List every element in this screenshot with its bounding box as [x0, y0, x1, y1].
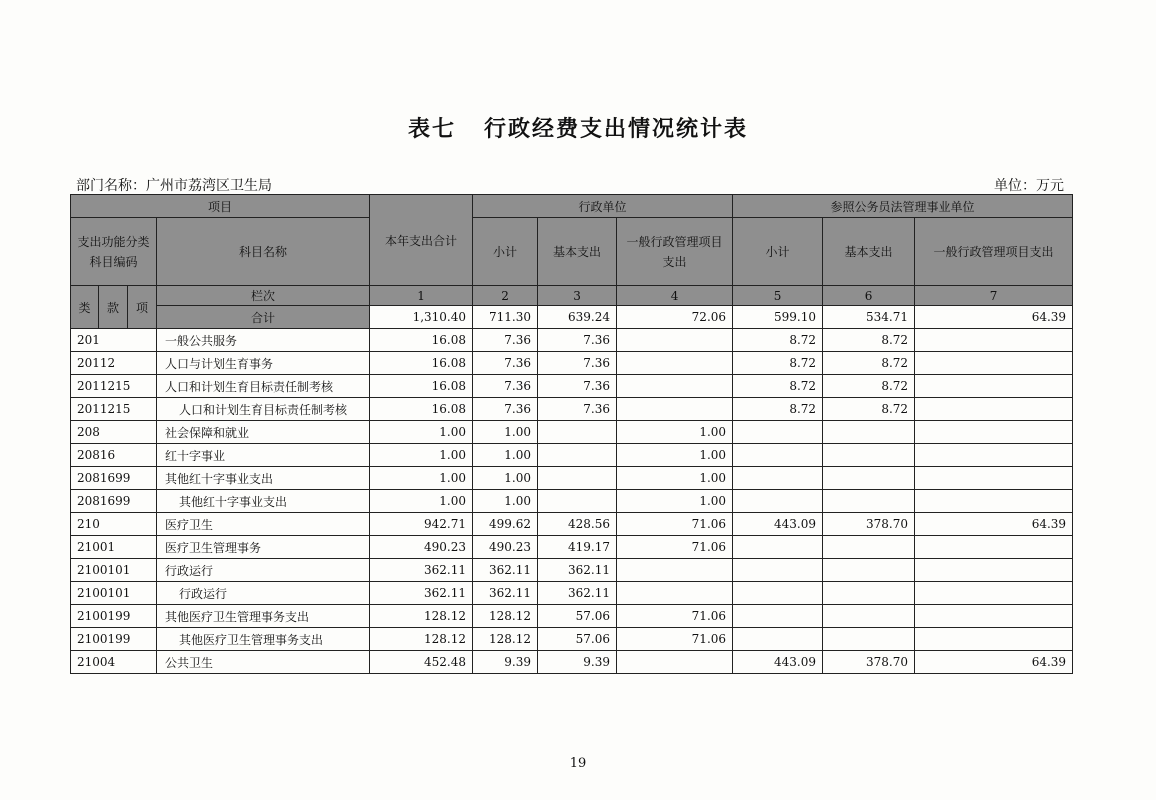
row-value [915, 444, 1073, 467]
row-subject-name: 医疗卫生 [157, 513, 370, 536]
row-value [733, 444, 823, 467]
row-value [915, 605, 1073, 628]
row-value: 362.11 [370, 582, 473, 605]
row-value [915, 628, 1073, 651]
row-value [823, 490, 915, 513]
table-row [71, 398, 1073, 421]
header-basic: 基本支出 [538, 218, 617, 286]
row-value: 378.70 [823, 513, 915, 536]
col-num-7: 7 [915, 286, 1073, 306]
header-row-2 [71, 218, 1073, 286]
row-value: 362.11 [370, 559, 473, 582]
header-ref-unit: 参照公务员法管理事业单位 [733, 195, 1073, 218]
row-value: 57.06 [538, 628, 617, 651]
row-subject-name: 行政运行 [157, 582, 370, 605]
row-value: 378.70 [823, 651, 915, 674]
row-value: 1.00 [473, 444, 538, 467]
table-row [71, 352, 1073, 375]
row-value: 1.00 [473, 490, 538, 513]
row-value: 1.00 [370, 490, 473, 513]
table-row [71, 605, 1073, 628]
row-subject-name: 一般公共服务 [157, 329, 370, 352]
header-admin-unit: 行政单位 [473, 195, 733, 218]
row-value: 1.00 [617, 467, 733, 490]
row-value [617, 651, 733, 674]
table-row [71, 628, 1073, 651]
row-value: 452.48 [370, 651, 473, 674]
row-code: 2011215 [71, 375, 157, 398]
row-value [915, 559, 1073, 582]
header-subject-name: 科目名称 [157, 218, 370, 286]
row-value [538, 490, 617, 513]
table-title: 行政经费支出情况统计表 [484, 117, 749, 142]
row-value [823, 559, 915, 582]
header-xiang: 项 [128, 286, 157, 329]
row-value: 499.62 [473, 513, 538, 536]
row-code: 20816 [71, 444, 157, 467]
row-subject-name: 其他红十字事业支出 [157, 467, 370, 490]
page-number: 19 [569, 756, 587, 771]
row-value [823, 582, 915, 605]
row-subject-name: 医疗卫生管理事务 [157, 536, 370, 559]
row-value: 128.12 [370, 628, 473, 651]
row-value [915, 421, 1073, 444]
unit-label: 单位：万元 [994, 178, 1064, 194]
header-func-code: 支出功能分类科目编码 [71, 218, 157, 286]
row-value [617, 582, 733, 605]
row-value: 1.00 [617, 421, 733, 444]
table-row [71, 536, 1073, 559]
row-subject-name: 公共卫生 [157, 651, 370, 674]
sum-value: 711.30 [473, 306, 538, 329]
row-value [823, 467, 915, 490]
row-value: 71.06 [617, 628, 733, 651]
row-value: 16.08 [370, 352, 473, 375]
col-num-6: 6 [823, 286, 915, 306]
row-code: 201 [71, 329, 157, 352]
row-value [733, 536, 823, 559]
row-value: 362.11 [473, 582, 538, 605]
expenditure-table [70, 194, 1073, 674]
sum-value: 1,310.40 [370, 306, 473, 329]
row-value [823, 421, 915, 444]
row-code: 2100199 [71, 605, 157, 628]
row-subject-name: 人口和计划生育目标责任制考核 [157, 398, 370, 421]
row-value [733, 421, 823, 444]
row-subject-name: 行政运行 [157, 559, 370, 582]
row-value: 362.11 [473, 559, 538, 582]
row-value: 71.06 [617, 513, 733, 536]
row-value: 443.09 [733, 513, 823, 536]
row-code: 21004 [71, 651, 157, 674]
row-value [915, 582, 1073, 605]
row-value: 8.72 [733, 352, 823, 375]
row-value: 443.09 [733, 651, 823, 674]
row-code: 208 [71, 421, 157, 444]
row-subject-name: 社会保障和就业 [157, 421, 370, 444]
sum-value: 64.39 [915, 306, 1073, 329]
header-total-year: 本年支出合计 [370, 195, 473, 286]
row-value [538, 444, 617, 467]
header-kuan: 款 [99, 286, 128, 329]
row-value: 1.00 [370, 421, 473, 444]
row-value [915, 398, 1073, 421]
row-value [915, 536, 1073, 559]
row-value [733, 605, 823, 628]
row-value: 1.00 [473, 421, 538, 444]
row-value: 362.11 [538, 582, 617, 605]
row-code: 20112 [71, 352, 157, 375]
row-subject-name: 人口和计划生育目标责任制考核 [157, 375, 370, 398]
table-row [71, 375, 1073, 398]
row-value: 419.17 [538, 536, 617, 559]
row-code: 2081699 [71, 467, 157, 490]
row-value [823, 536, 915, 559]
page-title [0, 112, 1156, 143]
row-value: 128.12 [370, 605, 473, 628]
row-subject-name: 其他医疗卫生管理事务支出 [157, 628, 370, 651]
row-value: 71.06 [617, 605, 733, 628]
table-row [71, 651, 1073, 674]
row-value: 7.36 [538, 352, 617, 375]
row-value: 7.36 [473, 352, 538, 375]
row-value [733, 559, 823, 582]
row-value [733, 582, 823, 605]
row-value [617, 352, 733, 375]
table-row [71, 490, 1073, 513]
row-value [915, 375, 1073, 398]
table-row [71, 421, 1073, 444]
row-value: 8.72 [823, 352, 915, 375]
row-value: 490.23 [370, 536, 473, 559]
table-row [71, 582, 1073, 605]
row-subject-name: 其他医疗卫生管理事务支出 [157, 605, 370, 628]
row-value: 1.00 [370, 444, 473, 467]
row-value: 1.00 [370, 467, 473, 490]
row-value [915, 467, 1073, 490]
row-value: 16.08 [370, 398, 473, 421]
row-value: 16.08 [370, 375, 473, 398]
row-code: 21001 [71, 536, 157, 559]
row-code: 2081699 [71, 490, 157, 513]
table-row [71, 444, 1073, 467]
row-value: 128.12 [473, 605, 538, 628]
header-basic-2: 基本支出 [823, 218, 915, 286]
row-code: 210 [71, 513, 157, 536]
row-code: 2100199 [71, 628, 157, 651]
row-value [733, 467, 823, 490]
row-value [823, 605, 915, 628]
row-value: 8.72 [733, 329, 823, 352]
row-value: 7.36 [473, 329, 538, 352]
row-value [915, 329, 1073, 352]
col-num-4: 4 [617, 286, 733, 306]
row-value [617, 559, 733, 582]
table-row [71, 559, 1073, 582]
row-subject-name: 人口与计划生育事务 [157, 352, 370, 375]
table-row [71, 513, 1073, 536]
row-value: 64.39 [915, 651, 1073, 674]
row-value: 7.36 [538, 398, 617, 421]
row-value: 1.00 [473, 467, 538, 490]
table-number: 表七 [407, 117, 456, 142]
header-row-3 [71, 286, 1073, 306]
row-value: 9.39 [473, 651, 538, 674]
row-code: 2011215 [71, 398, 157, 421]
header-general-admin-2: 一般行政管理项目支出 [915, 218, 1073, 286]
row-value [915, 352, 1073, 375]
row-value: 1.00 [617, 490, 733, 513]
row-value: 16.08 [370, 329, 473, 352]
row-value [823, 628, 915, 651]
row-value [733, 490, 823, 513]
row-value: 428.56 [538, 513, 617, 536]
row-value: 362.11 [538, 559, 617, 582]
header-project: 项目 [71, 195, 370, 218]
table-row [71, 329, 1073, 352]
header-row-1 [71, 195, 1073, 218]
table-row [71, 467, 1073, 490]
sum-value: 599.10 [733, 306, 823, 329]
row-value: 9.39 [538, 651, 617, 674]
row-value [617, 375, 733, 398]
header-lei: 类 [71, 286, 99, 329]
header-general-admin: 一般行政管理项目支出 [617, 218, 733, 286]
row-value: 490.23 [473, 536, 538, 559]
row-value [733, 628, 823, 651]
row-subject-name: 红十字事业 [157, 444, 370, 467]
row-value: 71.06 [617, 536, 733, 559]
row-value: 7.36 [473, 375, 538, 398]
row-value [617, 398, 733, 421]
row-value: 1.00 [617, 444, 733, 467]
row-value: 8.72 [823, 329, 915, 352]
department-name: 部门名称：广州市荔湾区卫生局 [76, 178, 272, 194]
row-value: 128.12 [473, 628, 538, 651]
row-value: 942.71 [370, 513, 473, 536]
row-code: 2100101 [71, 582, 157, 605]
sum-value: 639.24 [538, 306, 617, 329]
row-value [617, 329, 733, 352]
row-value: 8.72 [733, 375, 823, 398]
row-subject-name: 其他红十字事业支出 [157, 490, 370, 513]
row-value [823, 444, 915, 467]
sum-value: 534.71 [823, 306, 915, 329]
sum-label: 合计 [157, 306, 370, 329]
row-value [915, 490, 1073, 513]
row-value: 7.36 [538, 375, 617, 398]
sum-row [71, 306, 1073, 329]
header-subtotal: 小计 [473, 218, 538, 286]
row-value: 7.36 [473, 398, 538, 421]
row-code: 2100101 [71, 559, 157, 582]
row-value: 8.72 [823, 398, 915, 421]
row-value: 8.72 [823, 375, 915, 398]
row-value [538, 421, 617, 444]
row-value: 8.72 [733, 398, 823, 421]
sum-value: 72.06 [617, 306, 733, 329]
row-value: 57.06 [538, 605, 617, 628]
header-subtotal-2: 小计 [733, 218, 823, 286]
col-num-5: 5 [733, 286, 823, 306]
row-value: 7.36 [538, 329, 617, 352]
row-value [538, 467, 617, 490]
header-col-label: 栏次 [157, 286, 370, 306]
col-num-3: 3 [538, 286, 617, 306]
col-num-2: 2 [473, 286, 538, 306]
col-num-1: 1 [370, 286, 473, 306]
row-value: 64.39 [915, 513, 1073, 536]
